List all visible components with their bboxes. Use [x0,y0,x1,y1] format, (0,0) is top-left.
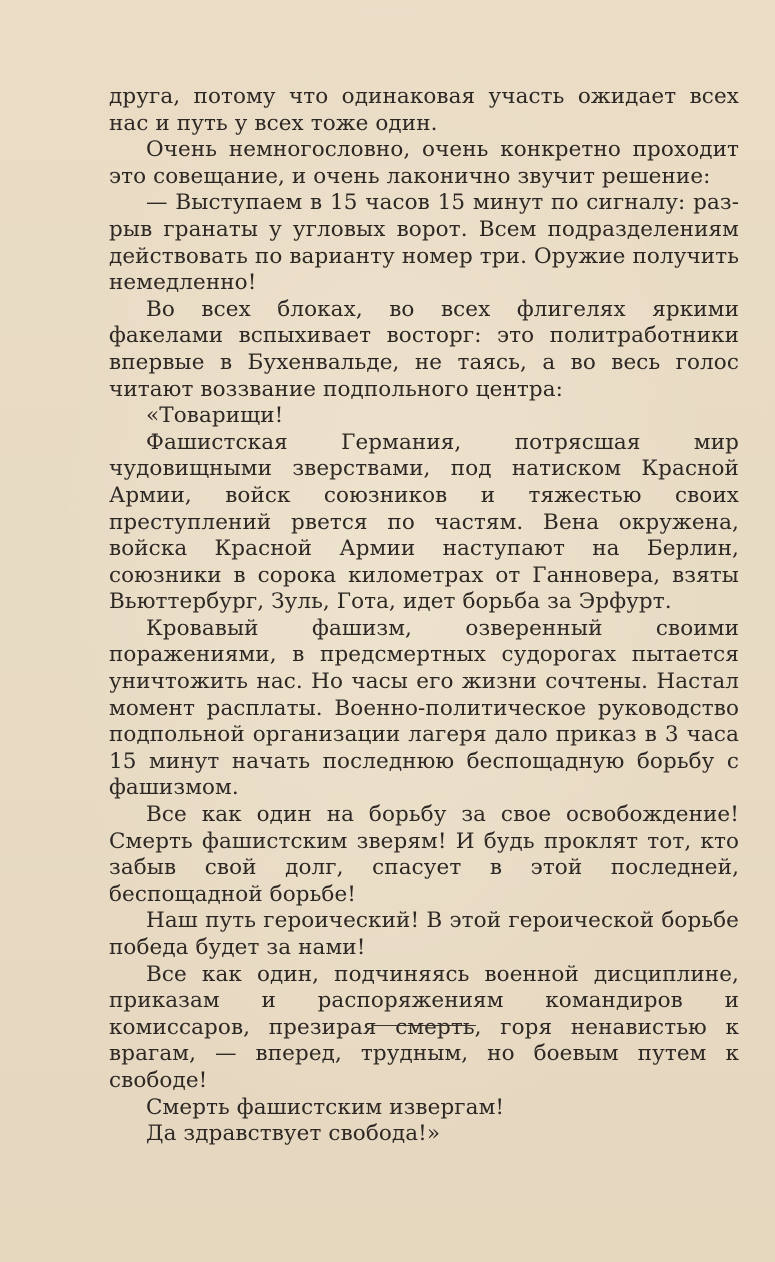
paragraph: — Выступаем в 15 часов 15 минут по сигналу: разрыв гранаты у угловых ворот. Всем подразделениям действовать по варианту номер три. Оружие получить немедленно! [109,190,739,296]
paragraph: друга, потому что одинаковая участь ожидает всех нас и путь у всех тоже один. [109,84,739,136]
paragraph: Кровавый фашизм, озверенный своими поражениями, в предсмертных судорогах пытается уничтожить нас. Но часы его жизни сочтены. Настал момент расплаты. Военно-политическое руководство подпольной организации лагеря дало приказ в 3 часа 15 минут начать последнюю беспощадную борьбу с фашизмом. [109,615,739,801]
paragraph: Все как один на борьбу за свое освобождение! Смерть фашистским зверям! И будь проклят тот, кто забыв свой долг, спасует в этой последней, беспощадной борьбе! [109,802,739,907]
paragraph: Все как один, подчиняясь военной дисциплине, приказам и распоряжениям командиров и комиссаров, презирая смерть, горя ненавистью к врагам, — вперед, трудным, но боевым путем к свободе! [109,961,739,1093]
page-text [109,84,739,1148]
paragraph: Фашистская Германия, потрясшая мир чудовищными зверствами, под натиском Красной Армии, войск союзников и тяжестью своих преступлений рвется по частям. Вена окружена, войска Красной Армии наступают на Берлин, союзники в сорока километрах от Ганновера, взяты Вьюттербург, Зуль, Гота, идет борьба за Эрфурт. [109,429,739,615]
paragraph: «Товарищи! [146,403,284,429]
paragraph: Во всех блоках, во всех флигелях яркими факелами вспыхивает восторг: это политработники впервые в Бухенвальде, не таясь, а во весь голос читают воззвание подпольного центра: [109,296,739,402]
paragraph: Смерть фашистским извергам! [146,1094,505,1120]
paragraph: Наш путь героический! В этой героической борьбе победа будет за нами! [109,908,739,960]
section-end-rule [371,1025,476,1026]
paragraph: Очень немногословно, очень конкретно проходит это совещание, и очень лаконично звучит решение: [109,137,739,189]
paragraph: Да здравствует свобода!» [146,1121,441,1147]
